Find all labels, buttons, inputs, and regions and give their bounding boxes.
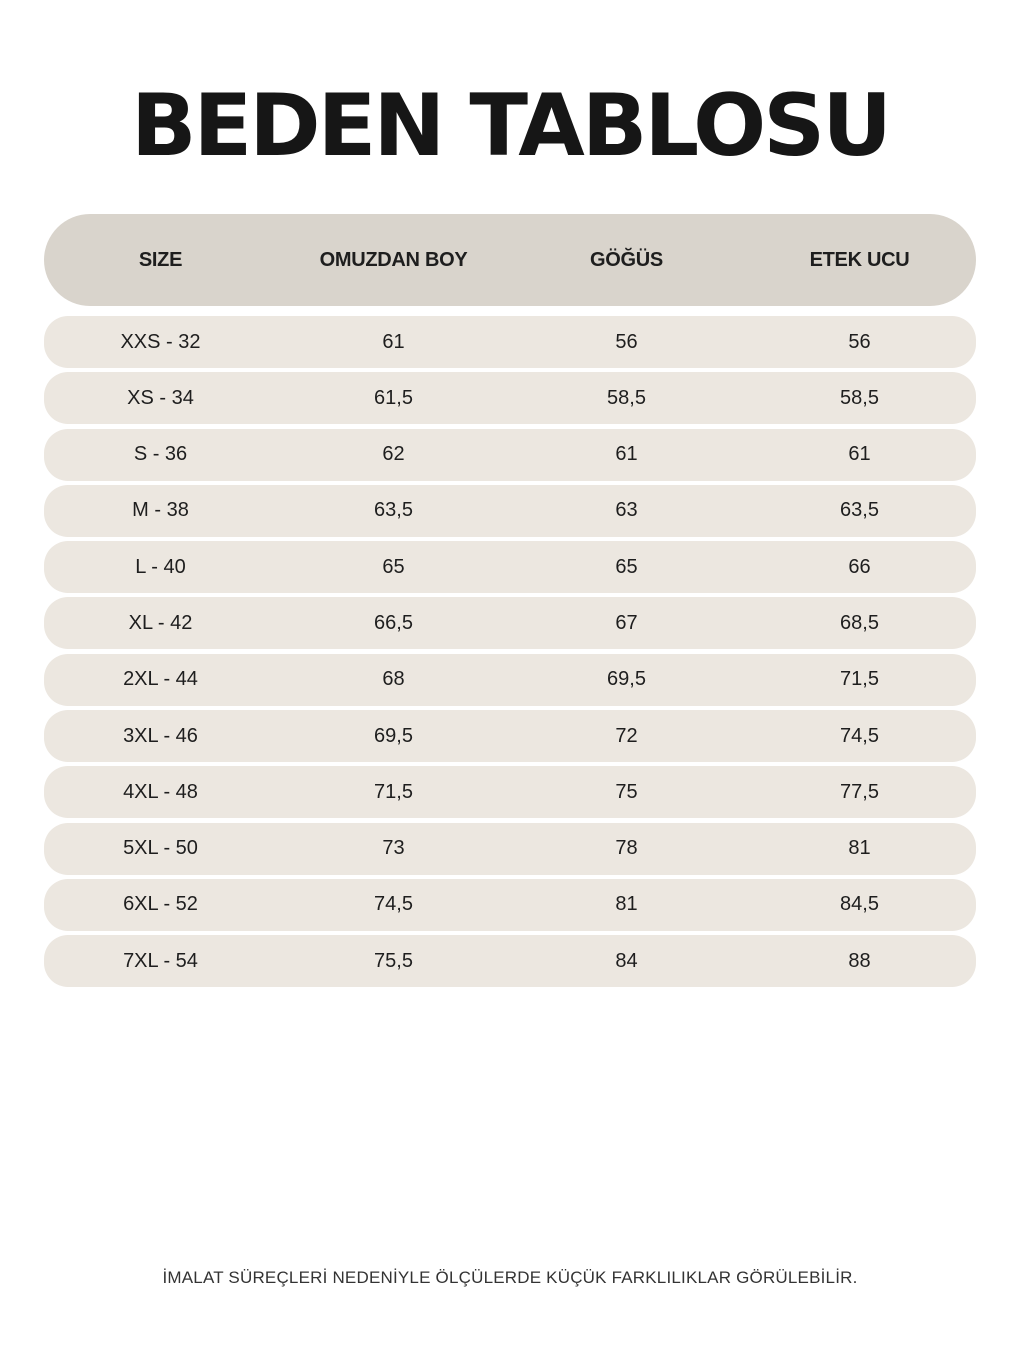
cell-size: 4XL - 48	[123, 780, 198, 803]
table-row	[44, 316, 976, 368]
cell-chest: 78	[615, 837, 638, 860]
cell-hem: 63,5	[840, 499, 879, 522]
cell-shoulder-length: 73	[382, 837, 405, 860]
cell-hem: 74,5	[840, 724, 879, 747]
cell-shoulder-length: 61	[382, 330, 405, 353]
table-row	[44, 879, 976, 931]
cell-hem: 71,5	[840, 668, 879, 691]
cell-hem: 58,5	[840, 386, 879, 409]
cell-hem: 66	[848, 555, 871, 578]
header-shoulder-length: OMUZDAN BOY	[319, 248, 468, 271]
cell-hem: 88	[848, 949, 871, 972]
cell-chest: 69,5	[607, 668, 646, 691]
header-chest: GÖĞÜS	[590, 248, 663, 271]
page-title: BEDEN TABLOSU	[130, 76, 890, 176]
header-hem: ETEK UCU	[809, 248, 910, 271]
cell-shoulder-length: 68	[382, 668, 405, 691]
cell-shoulder-length: 74,5	[374, 893, 413, 916]
header-size: SIZE	[138, 248, 183, 271]
table-row	[44, 541, 976, 593]
cell-size: S - 36	[133, 443, 188, 466]
table-row	[44, 597, 976, 649]
cell-size: 7XL - 54	[123, 949, 198, 972]
table-row	[44, 654, 976, 706]
cell-shoulder-length: 61,5	[374, 386, 413, 409]
cell-shoulder-length: 65	[382, 555, 405, 578]
cell-shoulder-length: 75,5	[374, 949, 413, 972]
cell-hem: 81	[848, 837, 871, 860]
cell-size: L - 40	[135, 555, 186, 578]
cell-size: M - 38	[132, 499, 189, 522]
cell-chest: 81	[615, 893, 638, 916]
table-row	[44, 766, 976, 818]
table-row	[44, 372, 976, 424]
cell-chest: 63	[615, 499, 638, 522]
cell-size: 5XL - 50	[123, 837, 198, 860]
table-row	[44, 935, 976, 987]
table-row	[44, 710, 976, 762]
table-row	[44, 429, 976, 481]
cell-size: 6XL - 52	[123, 893, 198, 916]
cell-size: XS - 34	[127, 386, 194, 409]
cell-shoulder-length: 66,5	[374, 611, 413, 634]
cell-shoulder-length: 62	[382, 443, 405, 466]
cell-chest: 84	[615, 949, 638, 972]
cell-chest: 61	[615, 443, 638, 466]
table-header-row	[44, 214, 976, 306]
table-row	[44, 823, 976, 875]
cell-hem: 84,5	[840, 893, 879, 916]
cell-hem: 56	[848, 330, 871, 353]
cell-chest: 58,5	[607, 386, 646, 409]
cell-hem: 61	[848, 443, 871, 466]
cell-chest: 56	[615, 330, 638, 353]
cell-chest: 67	[615, 611, 638, 634]
cell-hem: 68,5	[840, 611, 879, 634]
cell-chest: 65	[615, 555, 638, 578]
cell-chest: 72	[615, 724, 638, 747]
cell-size: 2XL - 44	[123, 668, 198, 691]
cell-shoulder-length: 71,5	[374, 780, 413, 803]
cell-size: 3XL - 46	[123, 724, 198, 747]
footnote: İMALAT SÜREÇLERİ NEDENİYLE ÖLÇÜLERDE KÜÇÜK FARKLILIKLAR GÖRÜLEBİLİR.	[162, 1268, 858, 1287]
size-table	[44, 214, 976, 992]
cell-size: XXS - 32	[120, 330, 201, 353]
cell-hem: 77,5	[840, 780, 879, 803]
table-body	[44, 316, 976, 987]
cell-size: XL - 42	[128, 611, 193, 634]
cell-shoulder-length: 63,5	[374, 499, 413, 522]
table-row	[44, 485, 976, 537]
cell-shoulder-length: 69,5	[374, 724, 413, 747]
cell-chest: 75	[615, 780, 638, 803]
